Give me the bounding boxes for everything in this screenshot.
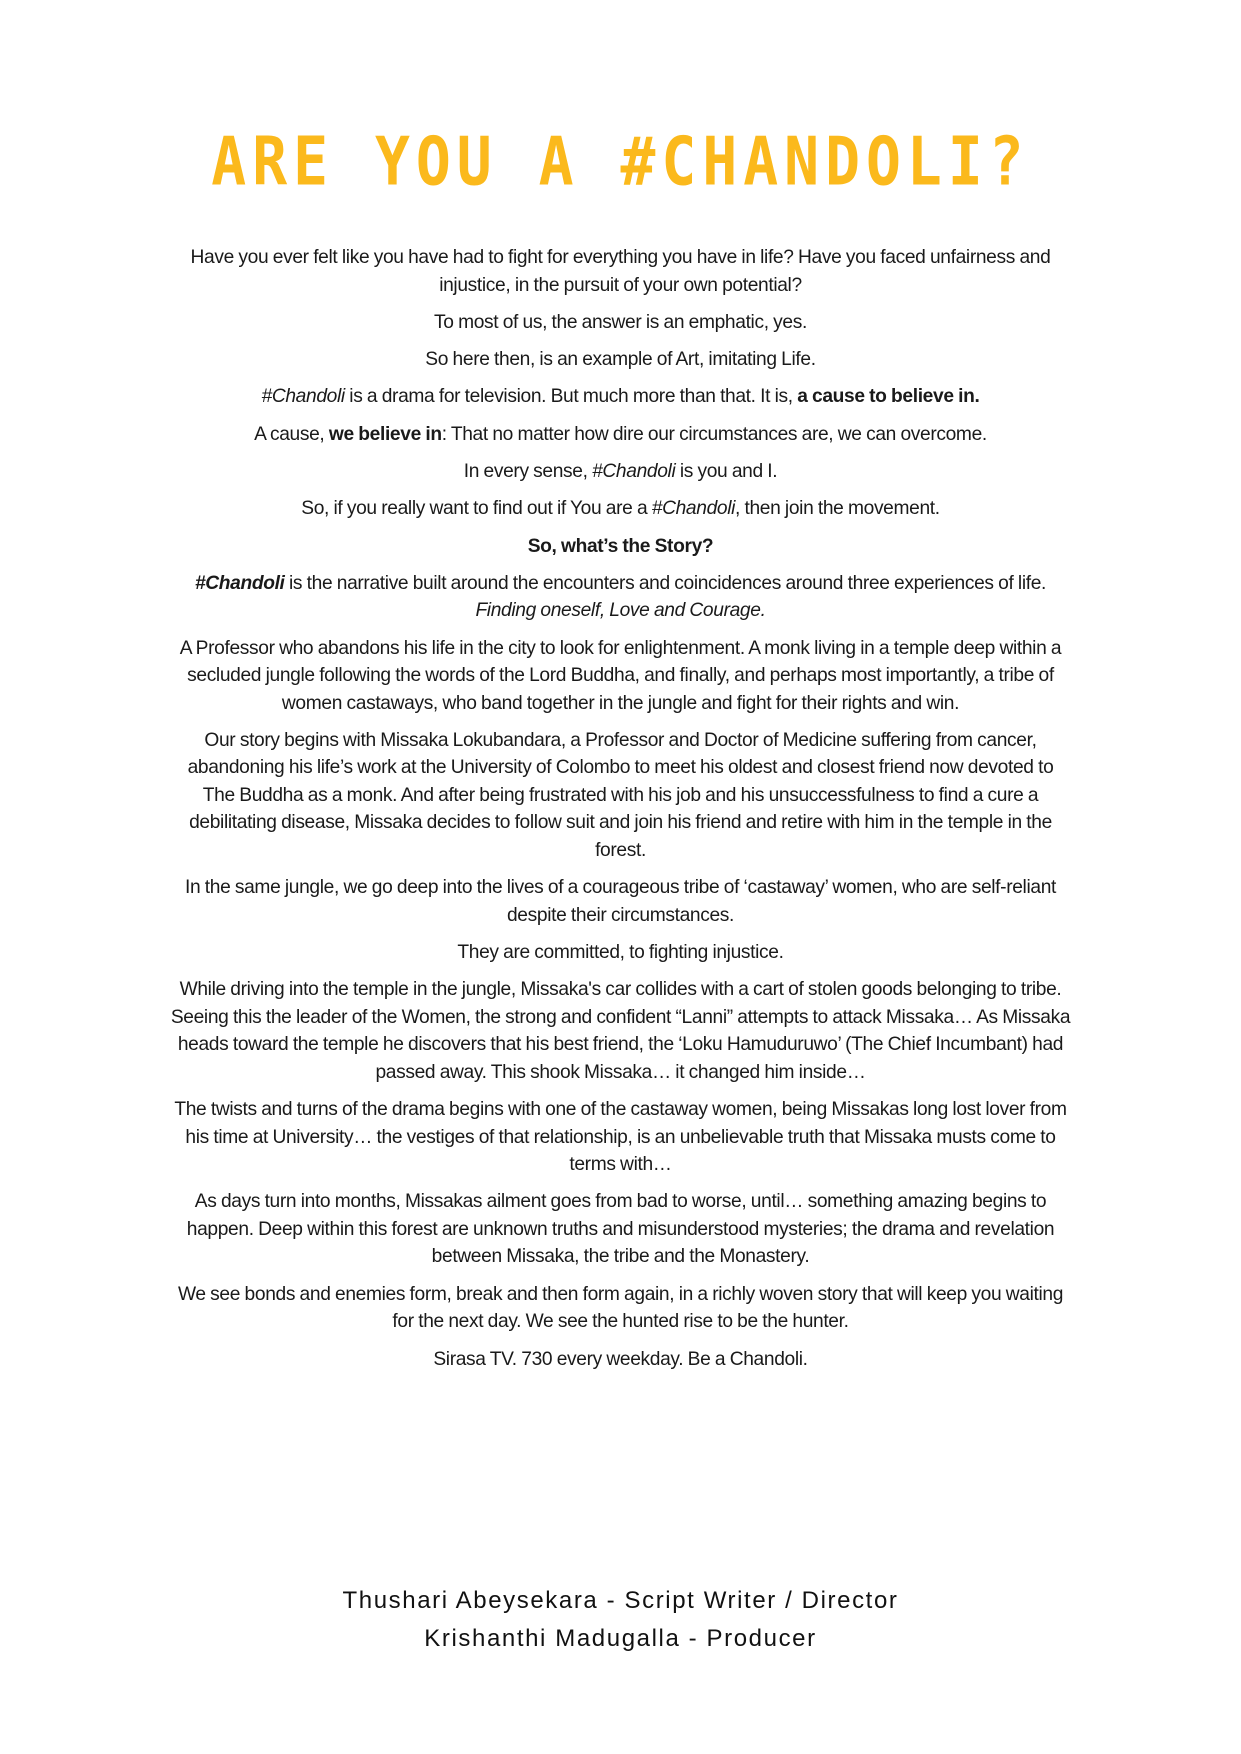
intro-paragraph-3: So here then, is an example of Art, imitating Life. <box>425 349 816 371</box>
chandoli-hashtag: #Chandoli <box>651 498 736 520</box>
intro-paragraph-2: To most of us, the answer is an emphatic, yes. <box>434 311 807 333</box>
story-paragraph-2: A Professor who abandons his life in the city to look for enlightenment. A monk living in a temple deep within a secluded jungle following the words of the Lord Buddha, and finally, and perhaps most importantly, a tribe of women castaways, who band together in the jungle and fight for their rights and win. <box>179 637 1062 714</box>
page-title: ARE YOU A #CHANDOLI? <box>211 122 1030 201</box>
story-paragraph-4: In the same jungle, we go deep into the lives of a courageous tribe of ‘castaway’ women, who are self-reliant despite their circumstances. <box>184 877 1057 926</box>
intro-paragraph-1: Have you ever felt like you have had to fight for everything you have in life? Have you faced unfairness and injustice, in the pursuit of your own potential? <box>190 247 1051 296</box>
intro-paragraph-7 <box>170 495 1071 523</box>
intro-paragraph-7-text-1: So, if you really want to find out if You are a <box>301 498 652 520</box>
story-heading: So, what’s the Story? <box>527 535 714 557</box>
story-paragraph-5: They are committed, to fighting injustice. <box>457 942 784 964</box>
story-paragraph-6: While driving into the temple in the jungle, Missaka's car collides with a cart of stolen goods belonging to tribe. Seeing this the leader of the Women, the strong and confident “Lanni” attempts to attack Missaka… As Missaka heads toward the temple he discovers that his best friend, the ‘Loku Hamuduruwo’ (The Chief Incumbant) had passed away. This shook Missaka… it changed him inside… <box>170 979 1071 1083</box>
body-content <box>170 244 1071 1383</box>
intro-paragraph-4 <box>170 383 1071 411</box>
intro-paragraph-7-text-2: , then join the movement. <box>735 498 940 520</box>
chandoli-hashtag: #Chandoli <box>592 460 676 482</box>
chandoli-hashtag: #Chandoli <box>261 386 345 408</box>
story-paragraph-1 <box>170 570 1071 598</box>
story-paragraph-10: Sirasa TV. 730 every weekday. Be a Chandoli. <box>433 1348 808 1370</box>
story-paragraph-9: We see bonds and enemies form, break and then form again, in a richly woven story that will keep you waiting for the next day. We see the hunted rise to be the hunter. <box>177 1283 1064 1333</box>
story-tagline: Finding oneself, Love and Courage. <box>475 600 766 622</box>
intro-paragraph-6-text-2: is you and I. <box>675 460 778 482</box>
believe-emphasis: we believe in <box>328 423 442 445</box>
story-paragraph-3: Our story begins with Missaka Lokubandara, a Professor and Doctor of Medicine suffering from cancer, abandoning his life’s work at the University of Colombo to meet his oldest and closest friend now devoted to The Buddha as a monk. And after being frustrated with his job and his unsuccessfulness to find a cure a debilitating disease, Missaka decides to follow suit and join his friend and retire with him in the temple in the forest. <box>187 729 1054 861</box>
intro-paragraph-6-text-1: In every sense, <box>463 460 593 482</box>
intro-paragraph-5-text-1: A cause, <box>254 423 329 445</box>
story-paragraph-7: The twists and turns of the drama begins with one of the castaway women, being Missakas long lost lover from his time at University… the vestiges of that relationship, is an unbelievable truth that Missaka musts come to terms with… <box>174 1099 1067 1176</box>
credits <box>0 1582 1241 1658</box>
chandoli-hashtag: #Chandoli <box>194 572 285 594</box>
intro-paragraph-5 <box>170 421 1071 449</box>
intro-paragraph-5-text-2: : That no matter how dire our circumstances are, we can overcome. <box>441 423 987 445</box>
intro-paragraph-4-text: is a drama for television. But much more than that. It is, <box>344 386 798 408</box>
story-paragraph-8: As days turn into months, Missakas ailment goes from bad to worse, until… something amazing begins to happen. Deep within this forest are unknown truths and misunderstood mysteries; the drama and revelation between Missaka, the tribe and the Monastery. <box>186 1191 1055 1268</box>
credit-director: Thushari Abeysekara - Script Writer / Director <box>342 1587 899 1614</box>
story-paragraph-1-text: is the narrative built around the encounters and coincidences around three experiences of life. <box>284 572 1047 594</box>
credit-producer: Krishanthi Madugalla - Producer <box>424 1625 817 1652</box>
cause-emphasis: a cause to believe in. <box>797 386 980 408</box>
intro-paragraph-6 <box>170 458 1071 486</box>
